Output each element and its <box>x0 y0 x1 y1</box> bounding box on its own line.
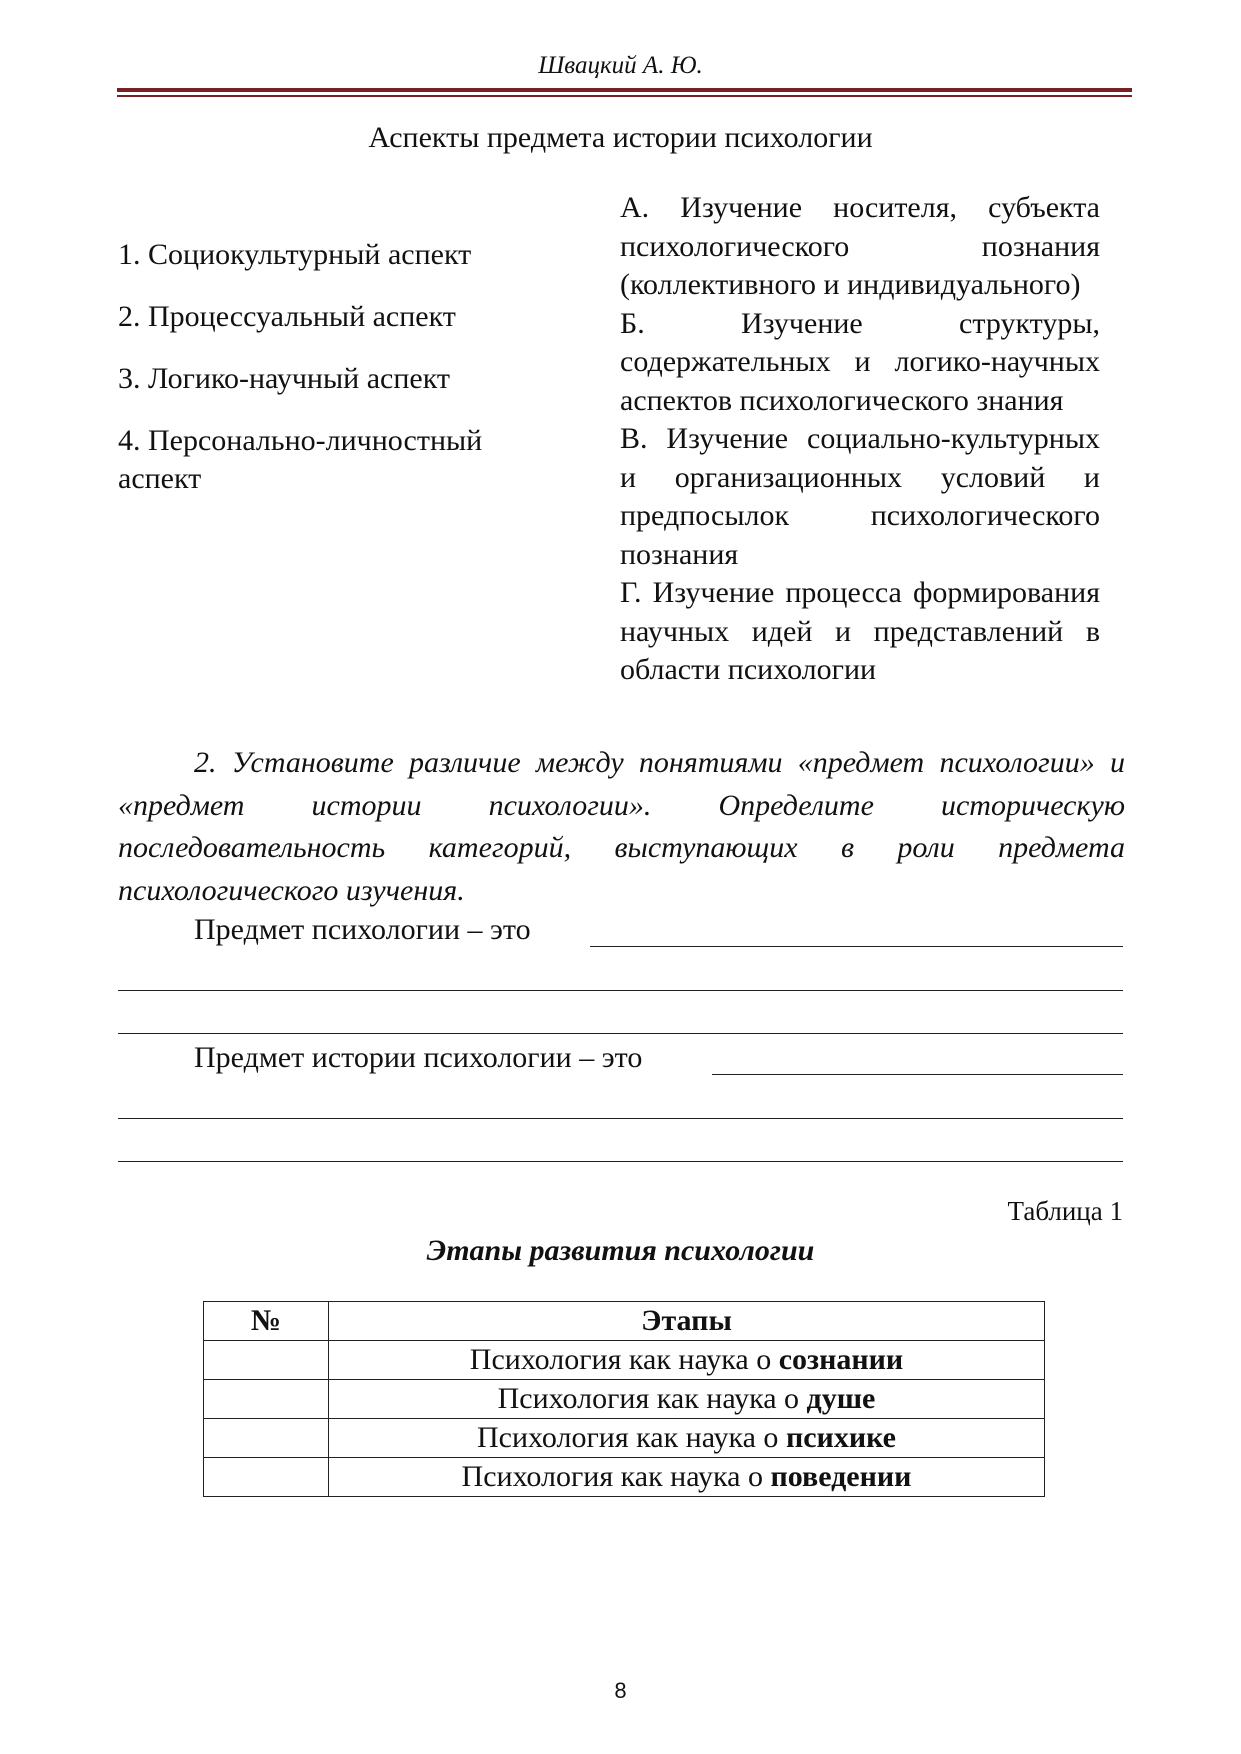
page-number: 8 <box>614 1678 627 1703</box>
stage-keyword: поведении <box>770 1460 912 1493</box>
stage-prefix: Психология как наука о <box>477 1421 786 1454</box>
fill-line[interactable] <box>118 990 1123 991</box>
cell-stage <box>329 1458 1045 1497</box>
table-header-row <box>204 1302 1045 1341</box>
description-d: Г. Изучение процесса формирования научных идей и представлений в области психологии <box>620 576 1100 686</box>
running-head: Швацкий А. Ю. <box>538 52 703 79</box>
aspect-item-2: 2. Процессуальный аспект <box>118 300 456 333</box>
cell-number[interactable] <box>204 1419 329 1458</box>
aspect-descriptions <box>620 189 1100 690</box>
stage-prefix: Психология как наука о <box>469 1343 779 1376</box>
table-row <box>204 1419 1045 1458</box>
cell-stage <box>329 1380 1045 1419</box>
cell-number[interactable] <box>204 1458 329 1497</box>
fill-line[interactable] <box>712 1074 1123 1075</box>
description-c: В. Изучение социально-культурных и организационных условий и предпосылок психологического познания <box>620 422 1100 571</box>
table-row <box>204 1380 1045 1419</box>
description-b: Б. Изучение структуры, содержательных и логико-научных аспектов психологического знания <box>620 306 1100 417</box>
description-a: А. Изучение носителя, субъекта психологического познания (коллективного и индивидуального) <box>620 191 1100 301</box>
cell-stage <box>329 1419 1045 1458</box>
cell-stage <box>329 1341 1045 1380</box>
table-title: Этапы развития психологии <box>426 1234 815 1267</box>
header-number: № <box>204 1302 329 1341</box>
stage-prefix: Психология как наука о <box>497 1382 807 1415</box>
fill-line[interactable] <box>590 946 1123 947</box>
fill-line[interactable] <box>118 1161 1123 1162</box>
task-text: 2. Установите различие между понятиями «предмет психологии» и «предмет истории психологии». Определите историческую последовательность категорий, выступающих в роли предмета психологического изучения. <box>118 746 1125 907</box>
stage-keyword: сознании <box>778 1343 904 1376</box>
table-number: Таблица 1 <box>1007 1196 1123 1226</box>
fill-line[interactable] <box>118 1118 1123 1119</box>
section-title: Аспекты предмета истории психологии <box>368 121 873 154</box>
aspect-item-3: 3. Логико-научный аспект <box>118 362 450 395</box>
cell-number[interactable] <box>204 1380 329 1419</box>
aspect-item-1: 1. Социокультурный аспект <box>118 238 472 271</box>
stage-keyword: психике <box>785 1421 896 1454</box>
cell-number[interactable] <box>204 1341 329 1380</box>
fill-line[interactable] <box>118 1033 1123 1034</box>
stages-table <box>203 1301 1045 1497</box>
table-row <box>204 1341 1045 1380</box>
table-row <box>204 1458 1045 1497</box>
aspect-item-4: 4. Персонально-личностный аспект <box>118 424 483 495</box>
header-rule-thin <box>117 95 1132 97</box>
fill-label-history-subject: Предмет истории психологии – это <box>194 1041 643 1074</box>
header-rule-thick <box>117 88 1132 92</box>
stage-keyword: душе <box>806 1382 876 1415</box>
stage-prefix: Психология как наука о <box>461 1460 771 1493</box>
fill-label-subject: Предмет психологии – это <box>194 913 531 946</box>
header-stages: Этапы <box>329 1302 1045 1341</box>
